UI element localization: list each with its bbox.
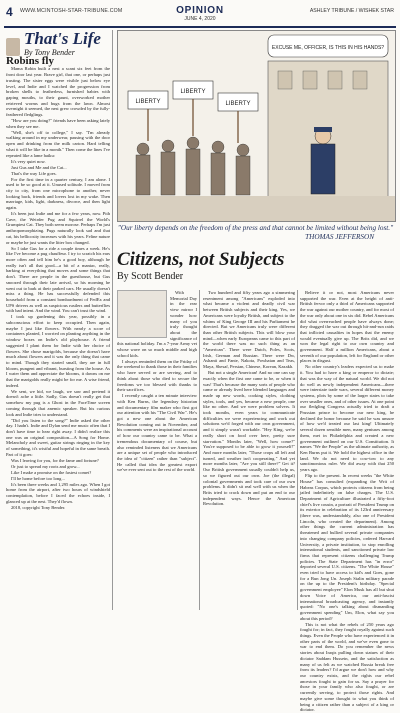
paragraph: I recently caught a ten minute interview with Ken Burns, the legendary historian and documentary film maker who first got our attention with his "The Civil War". He's got a new one about the American Revolution coming out in November, and his comments were an inspirational account of how our country came to be. What a tremendous documentary of course, but also reminded listeners that we Americans are a unique set of people who introduced the idea of "citizen" rather than "subject". He called that idea the greatest export we've ever sent out to the rest of the world. (117, 393, 197, 473)
sign-text: LIBERTY (180, 89, 206, 95)
paragraph: Just Gus and Me and the Cat... (11, 164, 67, 170)
column-thats-life (6, 30, 110, 610)
paragraph: I always reminded them on the Friday of the weekend to thank those in their families who have served or are serving, and to think about those who died to secure the freedoms we too blessed with thanks to their sacrifices. (117, 358, 197, 393)
paragraph: I took up gardening this year, possibly in a subconscious effort to keep occupied. Then again, maybe I just like flowers. With nearly a score of containers planted, I worried on planting anything in the window boxes on Indie's old playhouse. A friend suggested I plant them for Indie with her choice of flowers. She chose marigolds, because she doesn't have much about flowers and it was the only thing that came to mind. Though they started small, they are in full bloom, pungent and vibrant, bursting from the house. As I water them and appreciate the blooms, it dawns on me that the marigolds really might be for me. A wise friend, indeed. (6, 314, 110, 388)
issue-date: JUNE 4, 2020 (184, 16, 216, 22)
paragraph: So I take Gus for a ride a couple times a week. He's like I've become a pug chauffeur. I try to scratch his ears more often and tell him he's a good boy, although he really isn't all that good—a bit of a maniac, really, barking at everything that moves and some things that don't. There are people in the guesthouse, but Gus snoozed through their late arrival, so his morning he went out to bark at their parked cars. He usually doesn't miss a thing. He has successfully defended this household from a constant bombardment of FedEx and UPS drivers as well as suspicious rustlers and butterflies with bad intent. And the wind. You can't trust the wind. (6, 245, 110, 314)
paragraph: It's been just Indie and me for a few years, now. Pith Cave, the Weirder Pug and Squirrel the World's Grumpiest Cat. They both seem morose. Perhaps I'm just anthropomorphizing. Pugs naturally look sad and that cat, his bellicosity increases with his years. Feline nature or maybe he just wants the litter box changed. (6, 211, 110, 245)
page-header (4, 4, 396, 28)
column-brand: That's Life (24, 29, 101, 48)
page-number: 4 (6, 5, 13, 19)
speech-bubble (268, 35, 388, 57)
pull-quote (117, 224, 394, 242)
paragraph: We sent, we hid, we laugh, we saw and pretend it doesn't ache a little. Sadly, Gus doesn't really get that somehow my pug is a Ghost in the FaceTime screen coming through that anemic speaker. But his curious look and Indie tries to understand. (6, 388, 110, 417)
column-byline: By Tony Bender (24, 48, 75, 57)
op-ed-column-b (203, 290, 295, 610)
paragraph: For the first time in a quarter century, I am alone. I used to be so good at it. Unused solitude. I moved from city to city, from one microphone to another, never looking back, friends and lovers lost in my wake. Then marriage, kids, light, darkness, divorce, and then light again. (6, 176, 110, 211)
sign-text: LIBERTY (135, 99, 161, 105)
paragraph: No other country's leaders expected us to make it. You had to have a king or emperor to dictate; that was the way of the natural world. We did not do well as newly independent Americans—there were interstate trade wars, several different money systems, plots by some of the larger states to take over smaller ones, and of other issues. At one point our fledgling Congress actually tried to draft a Prussian prince to become our new king, he declined the honor because he said he was unsure of how we'd treated our last king! Ultimately several dozen sensible men, many geniuses among them, met in Philadelphia and created a new government outlined on our U.S. Constitution. It names "We the People" as the ultimate authority, as Ken Burns put it. We hold the highest office in the land. We do not need to cow-tow to any sanctimonious ruler. We did away with that 250 years ago. (300, 364, 394, 473)
paragraph: "Did you listen to the song?" Indie asked the other day. I hadn't. Indie and Dylan send me music often that I don't have time to hear right away. I didn't realize this one was an original composition—A Song for Home. Melancholy and sweet, guitar strings ringing in the key of something, it's wistful and hopeful in the same breath. Part of it goes: (6, 417, 110, 457)
cartoon-drawing (118, 31, 395, 221)
paragraph: With Memorial Day in the rear view mirror I wonder how many of you truly thought about the significance of this national holiday. I'm a 7-year Army vet whose wave on so much middle and high school kids. (117, 290, 197, 358)
paragraph: Believe it or not, most Americans never supported the war. Even at the height of anti-British fervor only a third of Americans supported the war against our mother country, and for most of the war only about one in six did. Rebel Americans did what overreached people have always done; they dragged the war out through hit-and-run raids that inflicted casualties in hopes that the enemy would eventually give up. The Brits did, and we won the legal right to our own country and government. Half a million Americans, about a seventh of our population, left for England or other places in disgust. (300, 290, 394, 364)
paragraph: Or just to spread my roots and grow... (11, 463, 80, 469)
op-ed-title: Citizens, not Subjects (117, 249, 285, 270)
paragraph: Two hundred and fifty years ago a simmering resentment among "Americans" exploded into what became a violent and deadly civil war between British subjects and their king. Yes, we Americans were loyalty British, and subject to the whims of King George III and his Parliament he directed. But we Americans truly were different than other British subjects. This will blow your mind—when early Europeans came to this part of the world there was no such thing as an "American". There were Dutch, Poles, Scots, Irish, German and Russian. There were Dw, Ashanti and Fante, Nakota, Powhatan and Teas, Maya, Shesaf, Persian, Chinese, Korean, Kazakh. (203, 290, 295, 370)
bubble-text: EXCUSE ME, OFFICER, IS THIS IN HIS HANDS? (271, 45, 385, 51)
paragraph: It's very quiet now. (11, 158, 46, 164)
column-body (6, 66, 110, 510)
op-ed-byline: By Scott Bender (117, 271, 184, 282)
site-url: WWW.MCINTOSH-STAR-TRIBUNE.COM (20, 8, 123, 14)
paragraph: But not a single American! And no one can say exactly when the first one came to be, or when it was! That's because the many sorts of people who came or already lived here blended languages and made up new words, cooking styles, clothing styles, tools, and yes, became a new people, one like no other. And we were problem solvers. It took months, even years to communicate difficulties we were experiencing and work out solutions we'd forged with our own government, and it simply wasn't workable. "Hey King, we're really short on food over here, pretty sure starvation." Months later, "Well, how come?" You're supposed to be able to grow it yourself!" And more months later, "Those crops all left and turned, and weather isn't cooperating." And yet more months later, "Are you still there?" Get it? Our British government usually couldn't help us, so we figured out our own. Joe (the illegal) colonial governments and took care of our own problems. It didn't sit real well with us when the Brits tried to crack down and put an end to our independent ways. Hence the American Revolution. (203, 370, 295, 507)
op-ed-column-a (117, 290, 197, 610)
paper-name: ASHLEY TRIBUNE / WISHEK STAR (309, 8, 394, 14)
column-rule (112, 30, 113, 610)
paragraph: 2018, copyright Tony Bender. (11, 504, 66, 510)
paragraph: "How are you doing?" friends have been asking lately when they see me. (6, 118, 110, 129)
section-title: OPINION (176, 5, 224, 16)
author-photo (117, 290, 167, 338)
paragraph: Flip to the present. In recent weeks "the White House" has consulted (expanding the Writ of Habeas Corpus, which protects citizens from being jailed indefinitely on false charges. The U.S. Department of Agriculture illustrated a fifty-foot chief's live cousin, a portrait of President Trump on its exterior in celebration of its 123rd anniversary (there was, understandably, also one of President Lincoln, who created the department). Among other things the current administration has threatened and bullied several private companies into changing company policies, ordered Harvard University, a private institution, to stop enrolling international students, and sanctioned private law firms that represent citizens challenging Trump policies. The State Department has "in error" deported several U.S. citizens. "The White House" even tried to have access to kid's and Goes, gone for a Bun Jong Un. Joseph Stalin military parade on the up to the President's birthday. "Special government employee" Elon Musk has all but shut down Voice of America, our anti-fascist international broadcasting agency, and instantly quoted: "No one's talking about dismantling government spending" Um, Elon, what say you about this period? (300, 473, 394, 621)
paragraph: I'll be home before too long... (11, 475, 65, 481)
paragraph: "Well, she's off to college," I say. "I'm already walking around in my underwear, pausing with the door open and drinking from the milk carton. Hard telling what it will be like in a month." Then come the lines I've repeated like a lame haiku: (6, 129, 110, 158)
paragraph: It's been three weeks and 1,295 miles ago. When I got home from the airport, after two hours of windshield contemplation, before I faced the echoes inside, I glanced up at the nest. They'd flown. (6, 481, 110, 504)
paragraph: Like I make a promise on the fastest comet? (11, 469, 92, 475)
sign-text: LIBERTY (225, 101, 251, 107)
op-ed-body-a-cont (203, 290, 295, 507)
paragraph: Was I leaving for you, for the fame and fortune? (11, 457, 99, 463)
paragraph: This is not what the rebels of 250 years ago fought for; in fact, they fought royally against such things. Even the People who have experienced it in other parts of the world, and we've even gone to war to end them. Do you remember the news stories about Iraqis pulling down statues of their dictator Saddam Hussein, and the satisfaction as many of us felt as we watched Russia break free from its leaders? I'd argue we don't how and why our country exists, and the rights our rebel ancestors fought to gain for us. Say a prayer for those in your family who also fought, or are currently serving, to protect those rights. And maybe give some thought to what you think of being a citizen rather than a subject of a king or dictator. (300, 621, 394, 713)
paragraph: Mama Robin built a nest a scant six feet from the front door last year. Brave girl, that one, or perhaps just trusting. The sister eggs were visible just below eye level, and Indie and I watched the progression from broken shells to featherless, furnished babies with gaping mouths, to their gaunt, overworked mother retrieved worms and bugs from the lawn. Almost overnight it seemed, the nest grew crowded by the fully-feathered fledglings. (6, 66, 110, 118)
editorial-cartoon (117, 30, 396, 222)
paragraph: That's the way Life goes. (11, 170, 57, 176)
op-ed-body-b (300, 290, 394, 713)
quote-attribution: THOMAS JEFFERSON (305, 233, 374, 241)
op-ed-column-c (300, 290, 394, 713)
quote-text: "Our liberty depends on the freedom of the press and that cannot be limited without being lost." (117, 224, 394, 232)
column-rule (199, 290, 200, 610)
column-headline: Robins fly (6, 54, 54, 67)
column-rule (297, 290, 298, 610)
